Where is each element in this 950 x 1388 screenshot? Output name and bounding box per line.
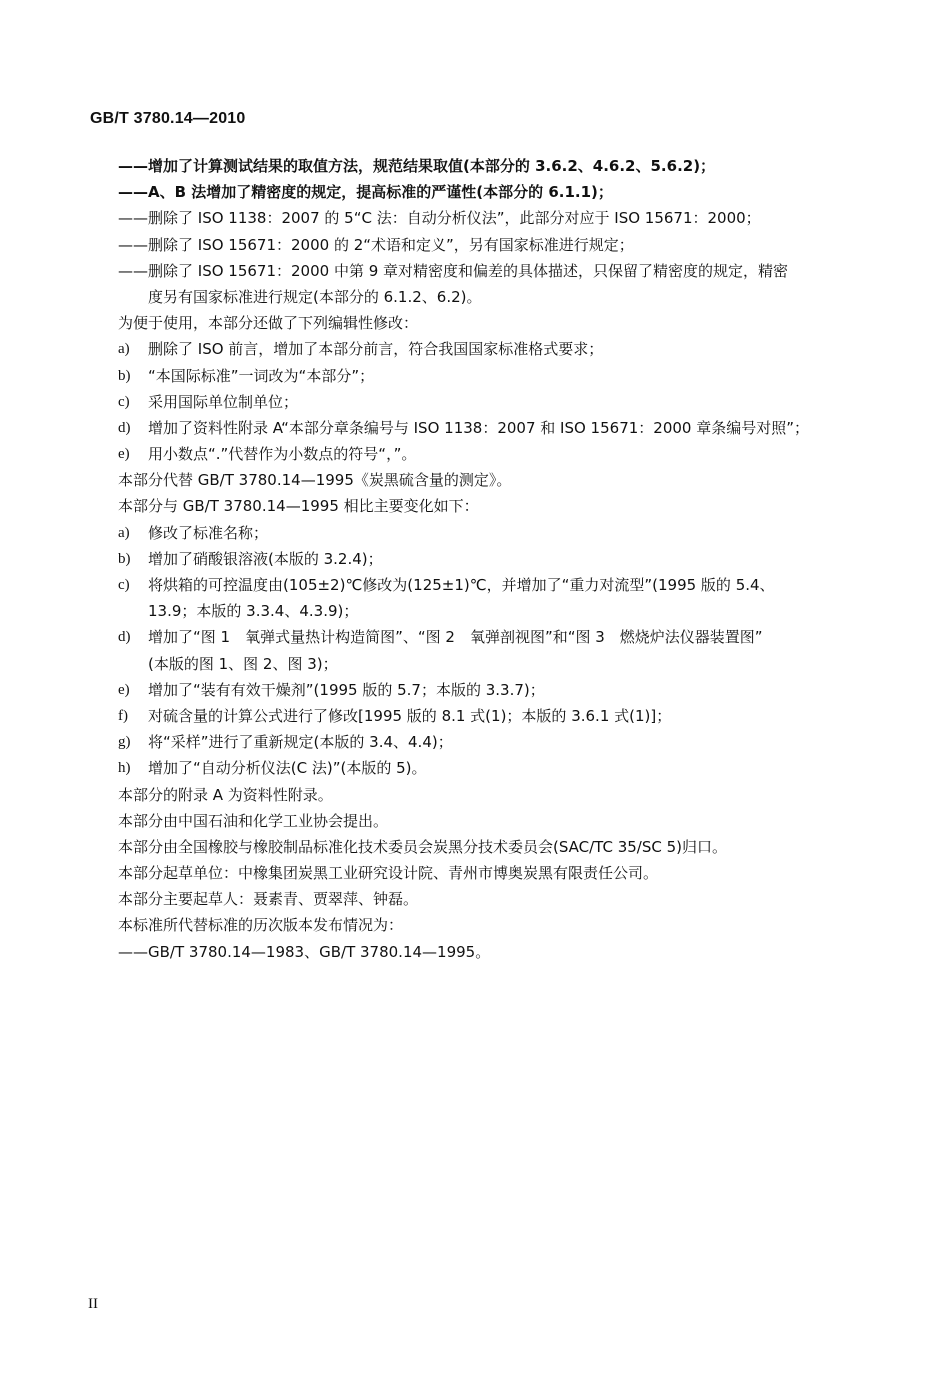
list-item	[118, 336, 848, 362]
list-text: 采用国际单位制单位；	[148, 392, 299, 411]
list-text: 增加了硝酸银溶液(本版的 3.2.4)；	[148, 549, 383, 568]
closing-statement: 本部分由全国橡胶与橡胶制品标准化技术委员会炭黑分技术委员会(SAC/TC 35/SC 5)归口。	[118, 837, 728, 856]
list-text: 增加了“自动分析仪法(C 法)”(本版的 5)。	[148, 759, 427, 778]
list-marker: a)	[118, 524, 130, 541]
list-text: 增加了“图 1 氧弹式量热计构造简图”、“图 2 氧弹剖视图”和“图 3 燃烧炉法仪器装置图”	[148, 628, 763, 647]
list-marker: b)	[118, 550, 131, 567]
page-number: II	[88, 1296, 98, 1312]
foreword-body	[118, 153, 848, 965]
list-text-continuation: 13.9；本版的 3.3.4、4.3.9)；	[148, 602, 359, 621]
list-text: “本国际标准”一词改为“本部分”；	[148, 366, 375, 385]
list-item	[118, 546, 848, 572]
list-item	[118, 755, 848, 781]
editorial-intro: 为便于使用，本部分还做了下列编辑性修改：	[118, 314, 419, 333]
replaces-statement: 本部分代替 GB/T 3780.14—1995《炭黑硫含量的测定》。	[118, 471, 512, 490]
closing-statement: ——GB/T 3780.14—1983、GB/T 3780.14—1995。	[118, 942, 491, 961]
list-item	[118, 572, 848, 598]
change-item: ——删除了 ISO 15671：2000 中第 9 章对精密度和偏差的具体描述，只保留了精密度的规定，精密	[118, 261, 789, 280]
list-item	[118, 363, 848, 389]
list-marker: d)	[118, 419, 131, 436]
closing-statement: 本部分主要起草人：聂素青、贾翠萍、钟磊。	[118, 890, 419, 909]
list-marker: e)	[118, 446, 130, 463]
list-text: 删除了 ISO 前言，增加了本部分前言，符合我国国家标准格式要求；	[148, 340, 604, 359]
list-text: 用小数点“.”代替作为小数点的符号“，”。	[148, 445, 417, 464]
list-item	[118, 415, 848, 441]
closing-statement: 本标准所代替标准的历次版本发布情况为：	[118, 916, 404, 935]
document-code: GB/T 3780.14—2010	[90, 110, 246, 127]
list-item	[118, 520, 848, 546]
list-text: 将“采样”进行了重新规定(本版的 3.4、4.4)；	[148, 733, 453, 752]
change-item: ——删除了 ISO 1138：2007 的 5“C 法：自动分析仪法”，此部分对应于 ISO 15671：2000；	[118, 209, 761, 228]
list-text: 增加了资料性附录 A“本部分章条编号与 ISO 1138：2007 和 ISO 15671：2000 章条编号对照”；	[148, 418, 809, 437]
list-marker: h)	[118, 760, 131, 777]
list-marker: f)	[118, 707, 128, 724]
list-marker: a)	[118, 341, 130, 358]
closing-statement: 本部分的附录 A 为资料性附录。	[118, 785, 333, 804]
list-text: 增加了“装有有效干燥剂”(1995 版的 5.7；本版的 3.3.7)；	[148, 680, 545, 699]
list-item	[118, 729, 848, 755]
list-item	[118, 389, 848, 415]
list-marker: b)	[118, 367, 131, 384]
change-item: ——A、B 法增加了精密度的规定，提高标准的严谨性(本部分的 6.1.1)；	[118, 183, 613, 202]
closing-statement: 本部分起草单位：中橡集团炭黑工业研究设计院、青州市博奥炭黑有限责任公司。	[118, 864, 659, 883]
list-item	[118, 677, 848, 703]
change-item: ——删除了 ISO 15671：2000 的 2“术语和定义”，另有国家标准进行规定；	[118, 235, 634, 254]
list-marker: e)	[118, 681, 130, 698]
list-item	[118, 703, 848, 729]
compare-intro: 本部分与 GB/T 3780.14—1995 相比主要变化如下：	[118, 497, 479, 516]
list-text: 对硫含量的计算公式进行了修改[1995 版的 8.1 式(1)；本版的 3.6.1 式(1)]；	[148, 706, 672, 725]
list-item	[118, 441, 848, 467]
list-text-continuation: (本版的图 1、图 2、图 3)；	[148, 654, 338, 673]
list-marker: c)	[118, 577, 130, 593]
list-item	[118, 624, 848, 650]
list-text: 修改了标准名称；	[148, 523, 269, 542]
closing-statement: 本部分由中国石油和化学工业协会提出。	[118, 811, 389, 830]
list-text: 将烘箱的可控温度由(105±2)℃修改为(125±1)℃，并增加了“重力对流型”(1995 版的 5.4、	[148, 576, 775, 594]
change-item-continuation: 度另有国家标准进行规定(本部分的 6.1.2、6.2)。	[148, 287, 482, 306]
change-item: ——增加了计算测试结果的取值方法，规范结果取值(本部分的 3.6.2、4.6.2、5.6.2)；	[118, 157, 716, 175]
list-marker: g)	[118, 734, 131, 751]
list-marker: c)	[118, 393, 130, 410]
list-marker: d)	[118, 629, 131, 646]
